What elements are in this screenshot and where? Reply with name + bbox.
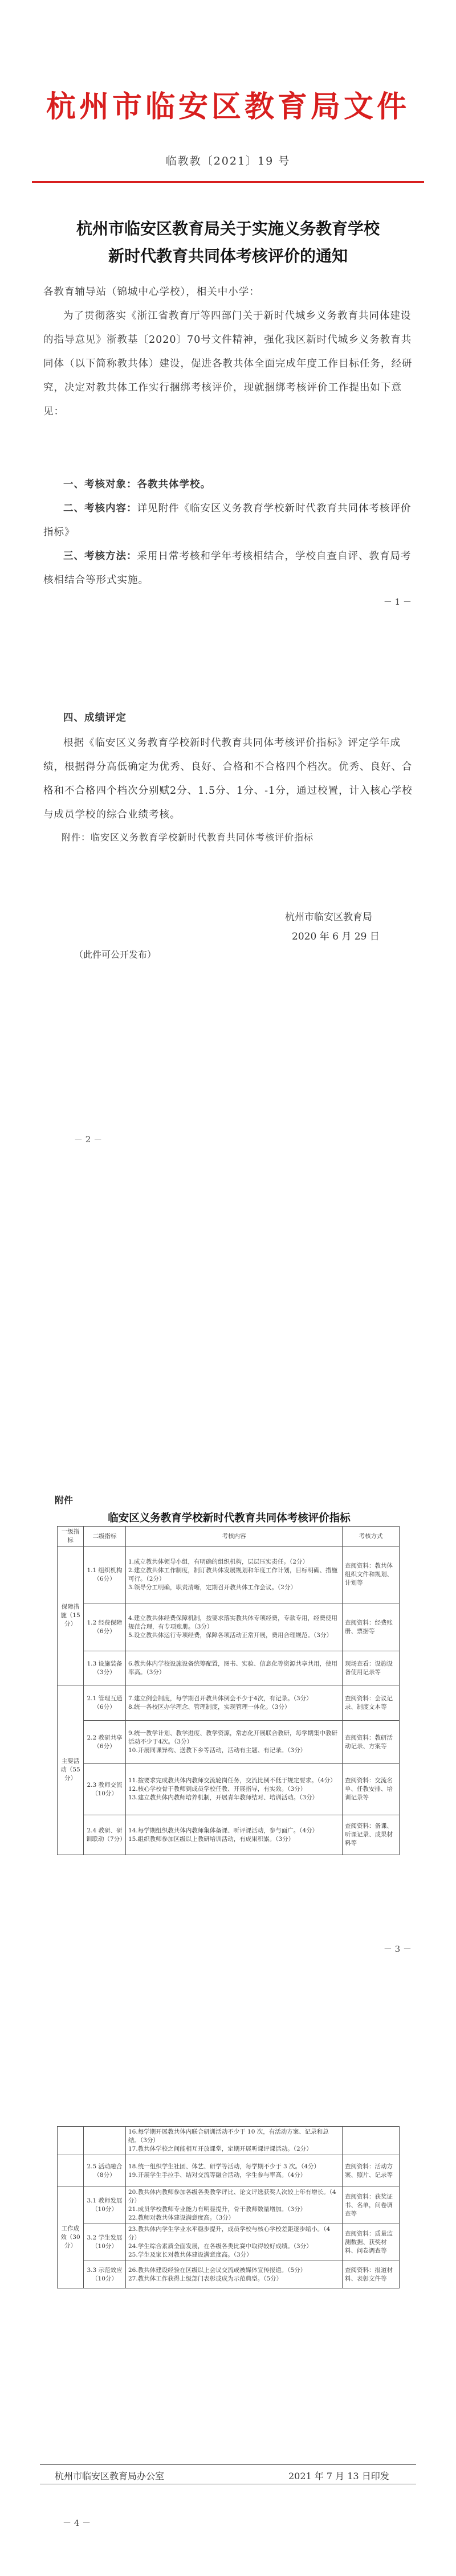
cell-method: 查阅资料：活动方案、照片、记录等 [343,2155,400,2187]
cell-method: 查阅资料：经费账册、票据等 [343,1603,400,1651]
cell-content: 11.按要求完成教共体内教师交流轮岗任务，交流比例不低于规定要求。（4分） 12.核心学校骨干教师到成员学校任教、开展指导，有实效。（3分） 13.建立教共体内教师培养机制，开展青年教师结对、培训活动。（3分） [126,1764,343,1815]
item-2 [43,497,414,544]
cell-level2: 2.4 教研、研训联动（7分） [84,1815,126,1855]
table-row [58,1547,400,1603]
notice-title-line1: 杭州市临安区教育局关于实施义务教育学校 [76,219,380,238]
cell-level2: 1.2 经费保障（6分） [84,1603,126,1651]
cell-level2: 3.3 示范效应（10分） [84,2261,126,2288]
footer-issued: 2021 年 7 月 13 日印发 [288,2471,389,2481]
cell-level2 [84,2127,126,2155]
table-row [58,2155,400,2187]
table-row [58,1721,400,1764]
footer-rule-top [40,2464,416,2465]
cell-level2: 1.1 组织机构（6分） [84,1547,126,1603]
document-header-title: 杭州市临安区教育局文件 [46,90,410,124]
item-1-label: 一、考核对象： [63,479,137,490]
cell-content: 1.成立教共体领导小组，有明确的组织机构，层层压实责任。（2分） 2.建立教共体工作制度，制订教共体发展规划和年度工作计划，目标明确、措施可行。（2分） 3.领导分工明确，职责清晰，定期召开教共体工作会议。（2分） [126,1547,343,1603]
cell-level1 [58,2155,84,2187]
page-number-3: － 3 － [383,1944,412,1954]
cell-content: 16.每学期开展教共体内联合研训活动不少于 10 次，有活动方案、记录和总结。（3分） 17.教共体学校之间能相互开放课堂，定期开展听课评课活动。（2分） [126,2127,343,2155]
notice-title [34,215,422,270]
table-row [58,1685,400,1721]
criteria-table-page3 [57,1526,400,1855]
table-row [58,2187,400,2224]
section-4-heading: 四、成绩评定 [63,712,127,724]
table-row [58,1815,400,1855]
table-row [58,1603,400,1651]
table-header-row [58,1527,400,1547]
header-level2: 二级指标 [84,1527,126,1547]
table-row [58,2127,400,2155]
notice-title-line2: 新时代教育共同体考核评价的通知 [108,247,348,265]
issue-date: 2020 年 6 月 29 日 [292,931,380,942]
recipients: 各教育辅导站（锦城中心学校），相关中小学： [43,286,260,298]
cell-content: 14.每学期组织教共体内教师集体备课、听评课活动，参与面广。（4分） 15.组织教师参加区级以上教研培训活动，有成果积累。（3分） [126,1815,343,1855]
cell-method: 查阅资料：教研活动记录、方案等 [343,1721,400,1764]
attachment-note: 附件：临安区义务教育学校新时代教育共同体考核评价指标 [62,832,314,843]
cell-method: 查阅资料：获奖证书、名单，问卷调查等 [343,2187,400,2224]
cell-method: 查阅资料：报道材料、表彰文件等 [343,2261,400,2288]
annex-label: 附件 [55,1495,74,1506]
table-row [58,2224,400,2261]
cell-level2: 2.1 管理互通（6分） [84,1685,126,1721]
item-3 [43,544,414,592]
header-content: 考核内容 [126,1527,343,1547]
cell-method: 查阅资料：备课、听课记录、成果材料等 [343,1815,400,1855]
item-2-label: 二、考核内容： [63,503,137,514]
header-method: 考核方式 [343,1527,400,1547]
cell-content: 7.建立例会制度，每学期召开教共体例会不少于4次，有记录。（3分） 8.统一各校区办学理念、管理制度，实现管理一体化。（3分） [126,1685,343,1721]
page-number-4: － 4 － [63,2518,91,2528]
cell-method: 查阅资料：交流名单、任教安排、培训记录等 [343,1764,400,1815]
cell-level2: 2.2 教研共享（6分） [84,1721,126,1764]
cell-content: 9.统一教学计划、教学进度、教学资源，常态化开展联合教研，每学期集中教研活动不少于4次。（3分） 10.开展同课异构、送教下乡等活动，活动有主题、有记录。（3分） [126,1721,343,1764]
cell-level1: 工作成效（30分） [58,2187,84,2288]
criteria-table-page4 [57,2126,400,2288]
header-red-rule [32,181,424,183]
item-1-text: 各教共体学校。 [137,479,211,490]
item-1 [43,473,414,497]
cell-level1: 保障措施（15分） [58,1547,84,1685]
section-4-text: 根据《临安区义务教育学校新时代教育共同体考核评价指标》评定学年成绩，根据得分高低确定为优秀、良好、合格和不合格四个档次。优秀、良好、合格和不合格四个档次分别赋2分、1.5分、1分、-1分，通过校置，计入核心学校与成员学校的综合业绩考核。 [43,737,413,821]
cell-level2: 2.5 活动融合（8分） [84,2155,126,2187]
item-3-text: 采用日常考核和学年考核相结合，学校自查自评、教育局考核相结合等形式实施。 [43,551,412,586]
cell-level2: 1.3 设施装备（3分） [84,1651,126,1685]
cell-content: 6.教共体内学校设施设备统筹配置，图书、实验、信息化等资源共享共用，使用率高。（3分） [126,1651,343,1685]
document-number: 临教教〔2021〕19 号 [165,155,291,167]
cell-level2: 3.2 学生发展（10分） [84,2224,126,2261]
table-row [58,2261,400,2288]
cell-method [343,2127,400,2155]
signer: 杭州市临安区教育局 [285,912,372,923]
item-3-label: 三、考核方法： [63,551,137,562]
cell-content: 26.教共体建设经验在区级以上会议交流或被媒体宣传报道。（5分） 27.教共体工作获得上级部门表彰或成为示范典型。（5分） [126,2261,343,2288]
cell-content: 23.教共体内学生学业水平稳步提升，成员学校与核心学校差距逐步缩小。（4分） 24.学生综合素质全面发展，在各级各类比赛中取得较好成绩。（3分） 25.学生及家长对教共体建设满意度高。（3分） [126,2224,343,2261]
cell-content: 18.统一组织学生社团、体艺、研学等活动，每学期不少于 3 次。（4分） 19.开展学生手拉手、结对交流等融合活动，学生参与率高。（4分） [126,2155,343,2187]
annex-title: 临安区义务教育学校新时代教育共同体考核评价指标 [108,1512,351,1524]
page-number-2: － 2 － [74,1134,103,1145]
header-level1: 一级指标 [58,1527,84,1547]
cell-level1: 主要活动（55分） [58,1685,84,1855]
cell-method: 查阅资料：教共体组织文件和规划、计划等 [343,1547,400,1603]
public-note: （此件可公开发布） [74,949,157,960]
cell-level1 [58,2127,84,2155]
table-row [58,1651,400,1685]
item-2-text: 详见附件《临安区义务教育学校新时代教育共同体考核评价指标》 [43,503,412,538]
cell-method: 查阅资料：会议记录、制度文本等 [343,1685,400,1721]
footer-office: 杭州市临安区教育局办公室 [55,2471,165,2481]
cell-level2: 3.1 教师发展（10分） [84,2187,126,2224]
cell-content: 20.教共体内教师参加各级各类教学评比、论文评选获奖人次较上年有增长。（4分） 21.成员学校教师专业能力有明显提升，骨干教师数量增加。（3分） 22.教师对教共体建设满意度高。（3分） [126,2187,343,2224]
cell-content: 4.建立教共体经费保障机制，按要求落实教共体专项经费，专款专用，经费使用规范合理，有专项账册。（3分） 5.设立教共体运行专项经费，保障各项活动正常开展，费用合理规范。（3分） [126,1603,343,1651]
cell-method: 查阅资料：质量监测数据、获奖材料、问卷调查等 [343,2224,400,2261]
notice-body: 为了贯彻落实《浙江省教育厅等四部门关于新时代城乡义务教育共同体建设的指导意见》浙教基〔2020〕70号文件精神，强化我区新时代城乡义务教育共同体（以下简称教共体）建设，促进各教共体全面完成年度工作目标任务，经研究，决定对教共体工作实行捆绑考核评价，现就捆绑考核评价工作提出如下意见： [43,310,413,417]
cell-method: 现场查看：设施设备使用记录等 [343,1651,400,1685]
cell-level2: 2.3 教师交流（10分） [84,1764,126,1815]
page-number-1: － 1 － [383,597,412,607]
table-row [58,1764,400,1815]
